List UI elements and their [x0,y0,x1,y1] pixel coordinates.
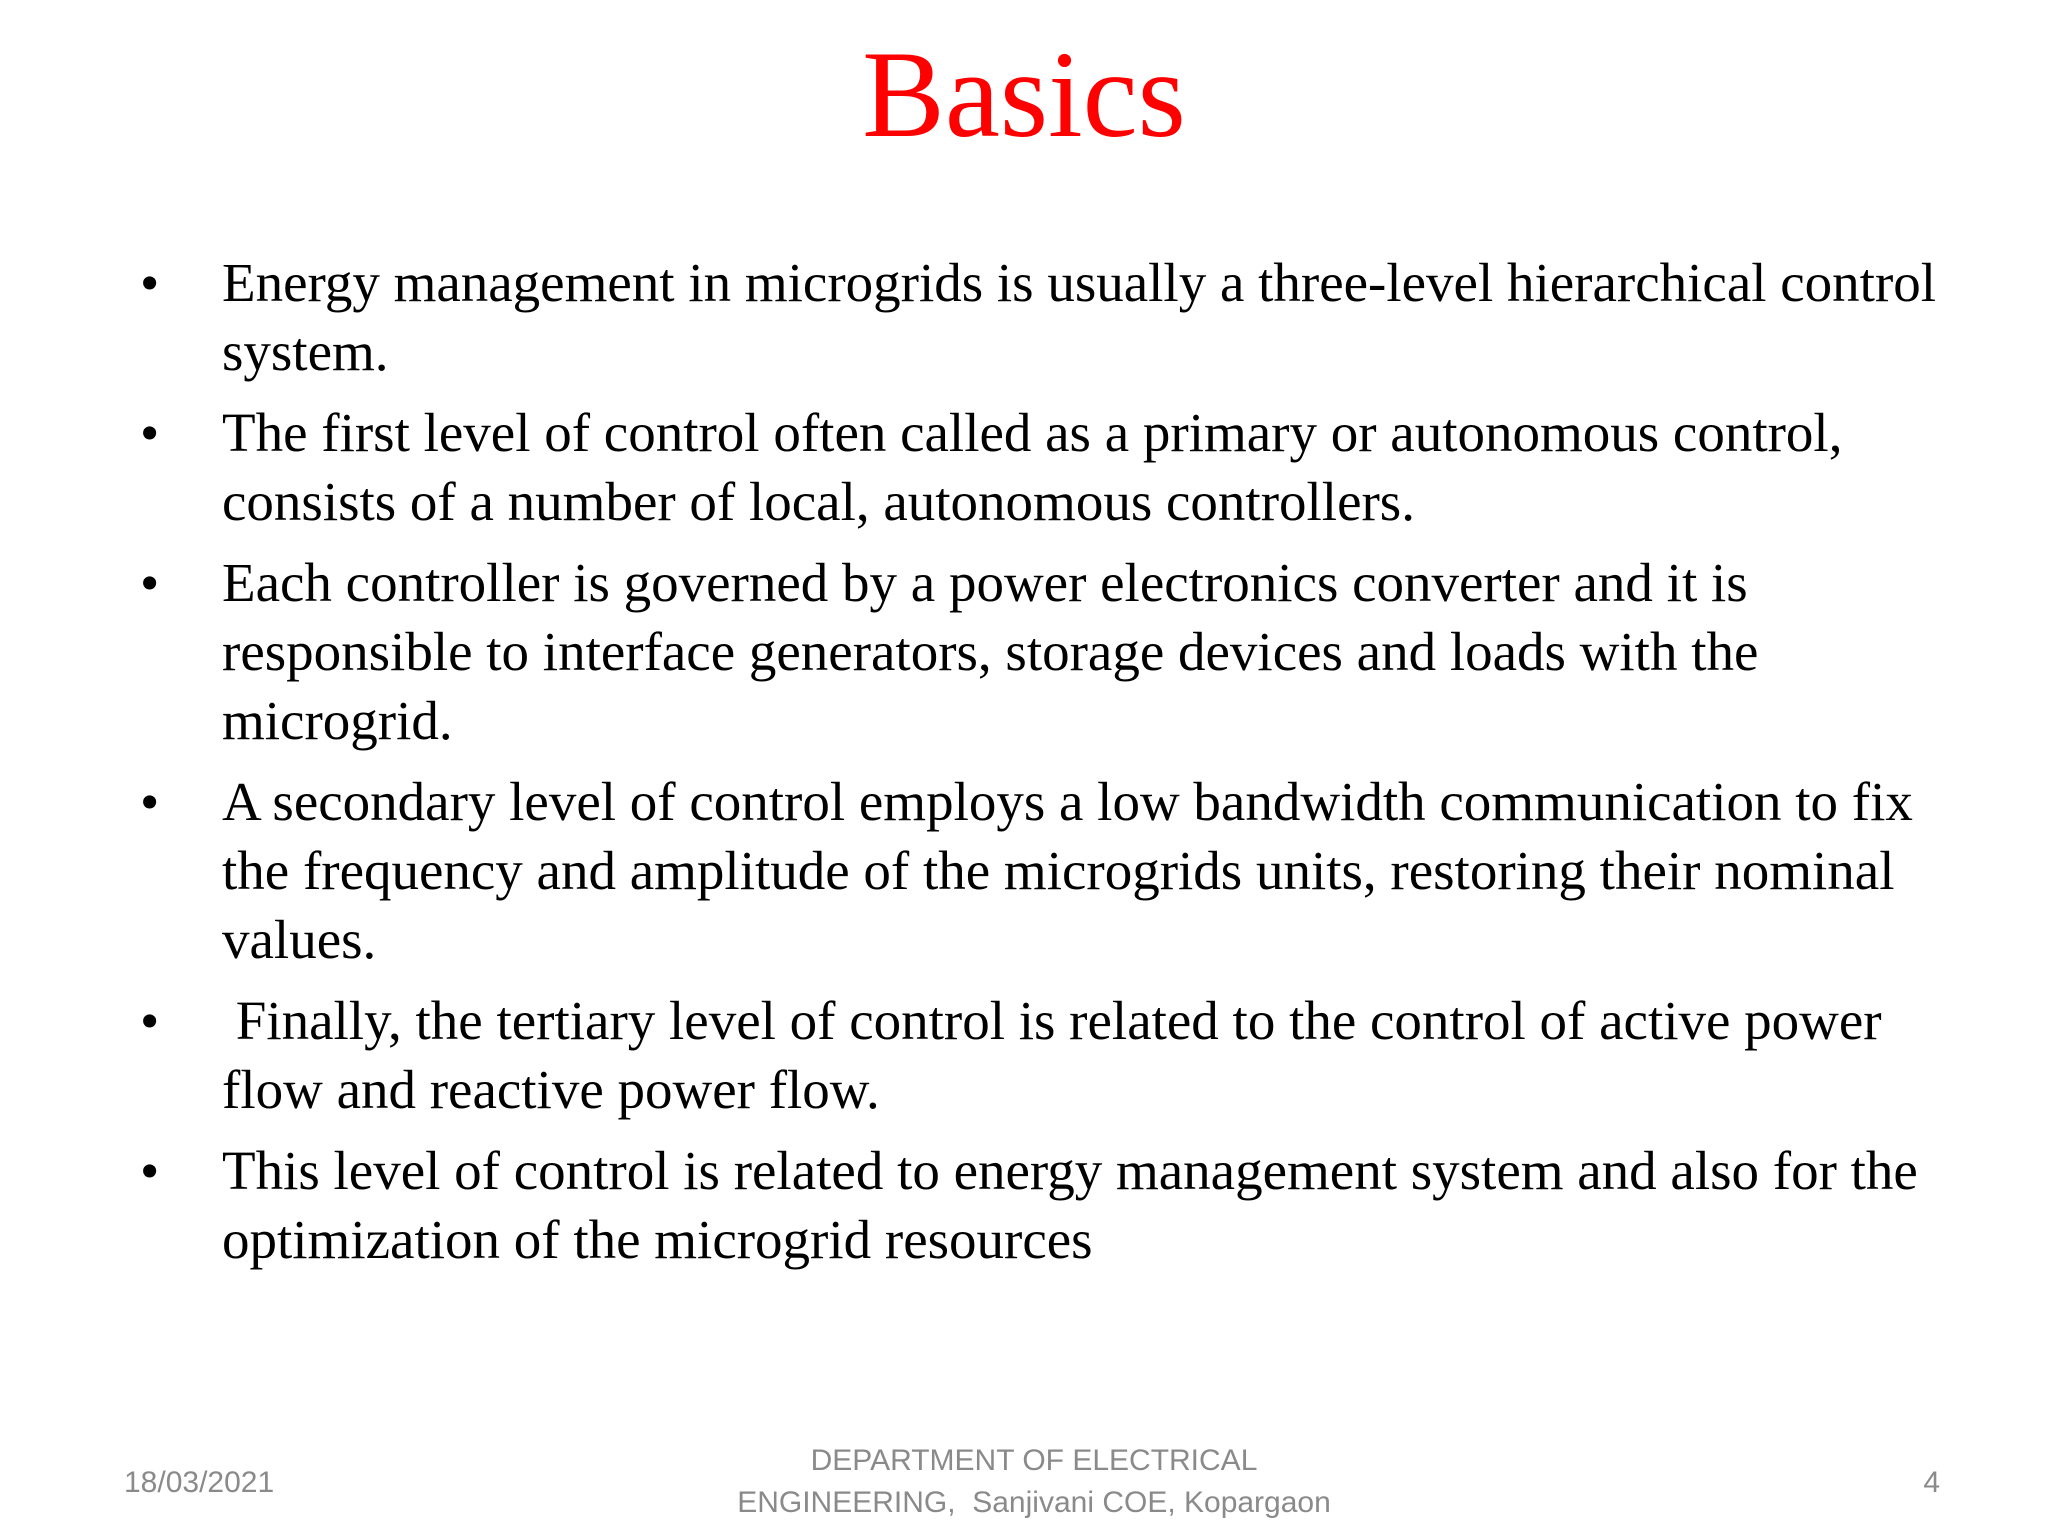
bullet-icon: • [140,1140,160,1201]
bullet-text: Finally, the tertiary level of control is related to the control of active power flow and reactive power flow. [222,990,1896,1120]
bullet-icon: • [140,552,160,613]
bullet-item [140,986,1970,1124]
bullet-text: A secondary level of control employs a low bandwidth communication to fix the frequency and amplitude of the microgrids units, restoring their nominal values. [222,771,1913,970]
bullet-item [140,548,1970,755]
footer-department [724,1440,1344,1524]
bullet-item [140,248,1970,386]
bullet-text: This level of control is related to energy management system and also for the optimization of the microgrid resources [222,1140,1918,1270]
footer-department-line1: DEPARTMENT OF ELECTRICAL [810,1444,1258,1477]
bullet-icon: • [140,771,160,832]
bullet-item [140,398,1970,536]
bullet-icon: • [140,402,160,463]
footer-date: 18/03/2021 [124,1466,275,1499]
bullet-text: The first level of control often called as a primary or autonomous control, consists of a number of local, autonomous controllers. [222,402,1843,532]
bullet-item [140,1136,1970,1274]
bullet-icon: • [140,252,160,313]
slide-title: Basics [862,26,1186,163]
bullet-text: Energy management in microgrids is usually a three-level hierarchical control system. [222,252,1937,382]
footer-department-line2: ENGINEERING, Sanjivani COE, Kopargaon [737,1486,1331,1519]
bullet-list [140,248,1970,1286]
bullet-text: Each controller is governed by a power electronics converter and it is responsible to interface generators, storage devices and loads with the microgrid. [222,552,1759,751]
footer-page-number: 4 [1923,1466,1940,1499]
bullet-icon: • [140,990,160,1051]
bullet-item [140,767,1970,974]
